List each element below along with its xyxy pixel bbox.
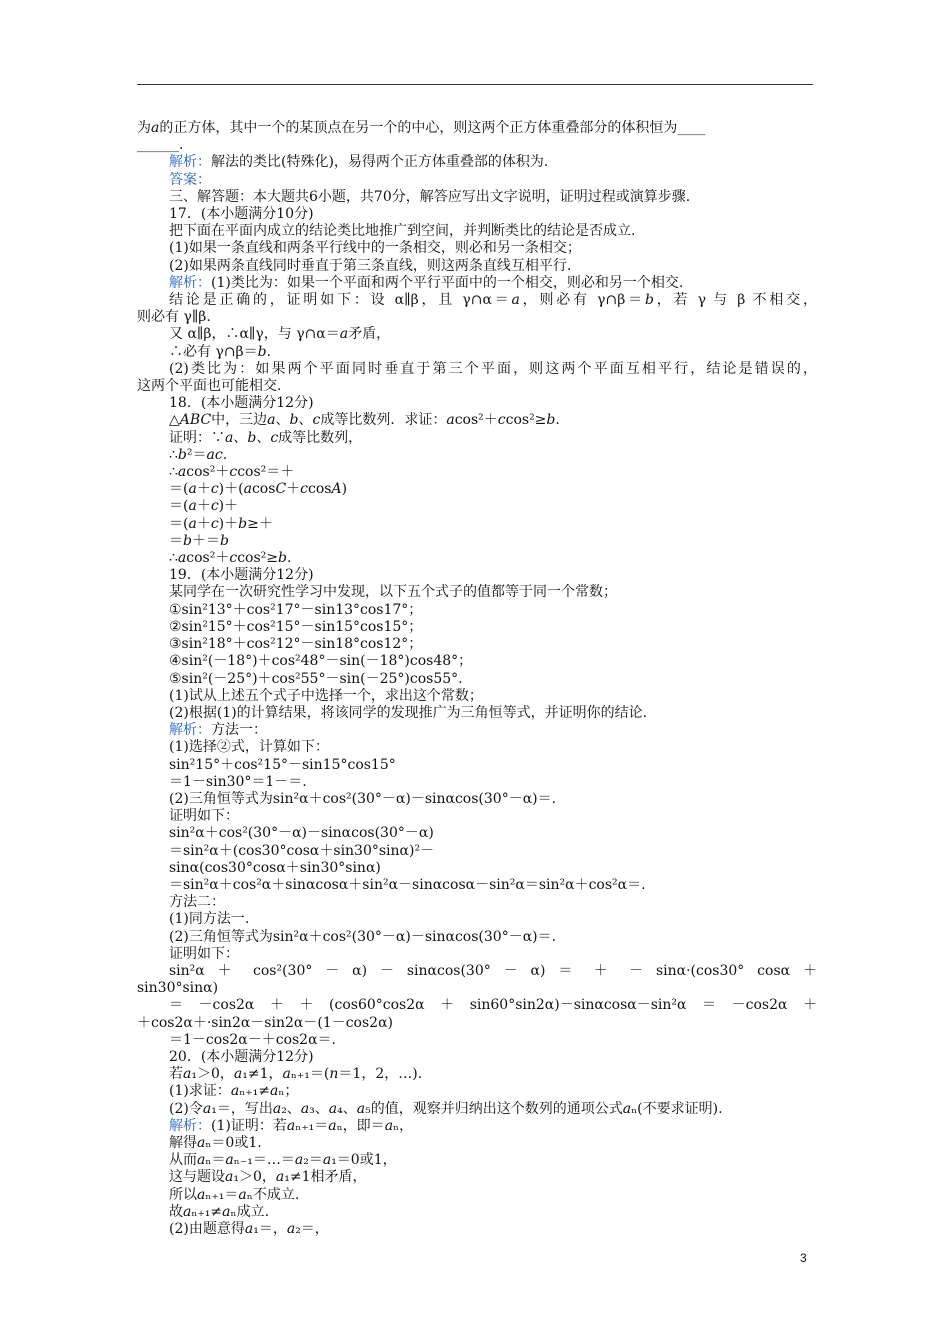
text-run: 的正方体，其中一个的某顶点在另一个的中心，则这两个正方体重叠部分的体积恒为____: [159, 120, 706, 136]
text-run: cos²≥: [237, 550, 278, 567]
text-run: a: [188, 481, 197, 498]
text-run: ＋: [196, 481, 211, 498]
text-line: [137, 653, 817, 670]
text-run: a: [511, 292, 520, 309]
text-line: [137, 722, 817, 739]
text-run: sin30°sinα): [137, 980, 219, 997]
text-line: [137, 498, 817, 515]
text-run: ＝sin²α＋cos²α＋sinαcosα＋sin²α－sinαcosα－sin²α＝sin²α＋cos²α＝.: [169, 876, 646, 893]
text-run: (1)选择②式，计算如下：: [169, 739, 329, 756]
text-run: c: [270, 429, 279, 446]
text-run: b: [247, 429, 257, 446]
text-run: ∴: [169, 550, 178, 567]
text-run: a: [294, 1152, 304, 1169]
text-run: A: [331, 481, 342, 498]
page-number: 3: [800, 1251, 807, 1265]
text-run: a: [183, 1203, 192, 1220]
text-run: a: [356, 1100, 366, 1117]
text-run: c: [497, 412, 506, 429]
text-run: .: [222, 446, 228, 463]
text-line: [137, 412, 817, 429]
text-run: ₁＝，: [253, 1221, 287, 1237]
text-run: 、: [298, 412, 313, 429]
text-run: 若: [169, 1066, 183, 1083]
text-line: [137, 223, 817, 240]
text-run: 17．(本小题满分10分): [169, 206, 314, 223]
text-run: a: [282, 1066, 291, 1083]
text-run: a: [183, 1066, 192, 1083]
text-run: cos²≥: [505, 412, 547, 429]
text-run: 、: [275, 412, 290, 429]
text-run: ∴: [169, 464, 178, 481]
text-run: 所以: [169, 1186, 197, 1203]
text-run: 解法的类比(特殊化)，易得两个正方体重叠部的体积为.: [211, 154, 549, 171]
text-run: a: [270, 1083, 279, 1100]
text-line: [137, 860, 817, 877]
text-run: ∴: [169, 446, 178, 463]
text-run: ＝1－sin30°＝1－＝.: [169, 773, 307, 790]
text-run: ＋: [286, 481, 301, 498]
section-label: 解析：: [169, 154, 211, 171]
text-run: ₙ＝: [205, 1152, 226, 1169]
text-run: ₙ；: [278, 1083, 299, 1100]
text-run: 、: [233, 429, 248, 446]
text-line: [137, 550, 817, 567]
text-run: (1)如果一条直线和两条平行线中的一条相交，则必和另一条相交；: [169, 240, 581, 257]
text-run: c: [229, 464, 238, 481]
text-run: a: [328, 1117, 337, 1134]
text-run: ₁＞0，: [191, 1066, 234, 1083]
text-line: [137, 946, 817, 963]
text-run: 成等比数列．求证：: [320, 412, 447, 429]
text-run: ₙ₊₁≠: [191, 1203, 223, 1220]
text-run: ABC: [179, 412, 212, 429]
text-run: b: [257, 343, 267, 360]
text-run: a: [197, 1152, 206, 1169]
text-run: c: [300, 481, 308, 498]
text-line: [137, 120, 817, 137]
text-run: 20．(本小题满分12分): [169, 1048, 314, 1065]
text-run: 解得: [169, 1134, 197, 1151]
text-line: [137, 464, 817, 481]
text-line: [137, 705, 817, 722]
text-run: )＋(: [218, 481, 244, 498]
text-line: [137, 1083, 817, 1100]
text-line: [137, 791, 817, 808]
text-run: (2)三角恒等式为sin²α＋cos²(30°－α)－sinαcos(30°－α)＝.: [169, 928, 557, 945]
text-run: ④sin²(－18°)＋cos²48°－sin(－18°)cos48°；: [169, 653, 473, 670]
text-run: a: [328, 1100, 338, 1117]
text-line: [137, 533, 817, 550]
text-run: ₙ＝0或1.: [205, 1134, 262, 1151]
text-run: c: [210, 481, 219, 498]
text-run: a: [446, 412, 455, 429]
text-run: cos²＋: [186, 550, 230, 567]
document-body: [137, 120, 817, 1238]
text-run: a: [151, 120, 160, 136]
text-run: ₙ，: [393, 1117, 414, 1134]
text-line: [137, 1049, 817, 1066]
text-run: ₂＝: [303, 1152, 323, 1169]
text-run: 成等比数列，: [278, 429, 363, 446]
text-line: [137, 137, 817, 154]
section-label: 解析：: [169, 1117, 211, 1134]
text-line: [137, 240, 817, 257]
text-run: (2)令: [169, 1100, 203, 1117]
text-line: [137, 774, 817, 791]
text-run: a: [275, 1169, 285, 1186]
text-run: c: [210, 498, 219, 515]
text-run: 又 α∥β，∴α∥γ，与 γ∩α＝: [169, 326, 340, 343]
text-run: ＝: [169, 532, 183, 549]
text-line: [137, 378, 817, 395]
text-run: 为: [137, 120, 151, 136]
text-line: [137, 395, 817, 412]
text-run: (2)三角恒等式为sin²α＋cos²(30°－α)－sinαcos(30°－α)＝.: [169, 790, 557, 807]
text-run: ＝sin²α＋(cos30°cosα＋sin30°sinα)²－: [169, 842, 435, 859]
text-run: 故: [169, 1203, 183, 1220]
text-run: a: [188, 498, 197, 515]
text-run: .: [555, 412, 560, 429]
text-run: ₁≠1相矛盾，: [284, 1169, 367, 1186]
text-line: [137, 481, 817, 498]
text-run: cos²＝＋: [237, 464, 295, 481]
text-line: [137, 292, 817, 309]
text-run: b: [289, 412, 299, 429]
text-run: ＝(: [169, 481, 189, 498]
text-run: a: [188, 515, 197, 532]
text-run: 证明如下：: [169, 945, 239, 962]
text-run: a: [267, 412, 276, 429]
text-run: 矛盾，: [348, 326, 391, 343]
text-line: [137, 361, 817, 378]
text-run: ac: [206, 446, 223, 463]
text-run: ₁＝，写出: [211, 1100, 273, 1117]
text-run: a: [272, 1100, 282, 1117]
text-run: 从而: [169, 1152, 197, 1169]
text-line: [137, 1015, 817, 1032]
text-run: cos²＋: [186, 464, 230, 481]
text-line: [137, 344, 817, 361]
text-line: [137, 671, 817, 688]
text-line: [137, 1169, 817, 1186]
text-run: ₙ(不要求证明).: [631, 1100, 723, 1117]
text-line: [137, 309, 817, 326]
text-run: b: [278, 550, 287, 567]
text-run: b: [546, 412, 556, 429]
text-run: 证明如下：: [169, 808, 239, 825]
text-line: [137, 154, 817, 171]
text-run: ₙ不成立.: [246, 1186, 300, 1203]
text-run: △: [169, 412, 180, 429]
text-line: [137, 326, 817, 343]
text-run: ₙ₋₁＝…＝: [233, 1152, 295, 1169]
text-run: ²＝: [186, 446, 207, 463]
text-run: (1)类比为：如果一个平面和两个平行平面中的一个相交，则必和另一个相交.: [211, 274, 684, 291]
text-line: [137, 1152, 817, 1169]
section-label: 答案：: [169, 171, 211, 188]
text-run: a: [286, 1117, 296, 1134]
text-run: b: [238, 515, 248, 532]
text-run: ₃、: [309, 1100, 329, 1117]
text-run: b: [644, 292, 654, 309]
text-run: 方法一：: [211, 722, 267, 739]
text-run: a: [177, 550, 187, 567]
text-line: [137, 1204, 817, 1221]
text-line: [137, 602, 817, 619]
text-run: (1)求证：: [169, 1083, 231, 1100]
text-run: sin²α＋cos²(30°－α)－sinαcos(30°－α): [169, 825, 434, 842]
text-run: )＋: [218, 515, 239, 532]
text-run: sinα(cos30°cosα＋sin30°sinα): [169, 859, 381, 876]
section-label: 解析：: [169, 722, 211, 739]
text-run: a: [622, 1100, 632, 1117]
text-run: cos²＋: [454, 412, 498, 429]
text-run: ，则必有 γ∩β＝: [519, 292, 645, 309]
text-run: sin²15°＋cos²15°－sin15°cos15°: [169, 756, 396, 773]
text-run: b: [177, 446, 187, 463]
text-line: [137, 894, 817, 911]
text-run: ＋＝: [191, 532, 220, 549]
text-run: 证明：∵: [169, 429, 225, 446]
text-line: [137, 1101, 817, 1118]
text-run: ＋: [196, 515, 211, 532]
text-line: [137, 1066, 817, 1083]
text-run: (1)证明：若: [211, 1117, 287, 1134]
text-run: ______.: [137, 137, 184, 154]
text-run: a: [286, 1221, 296, 1237]
text-run: ＝(: [169, 498, 189, 515]
text-run: 方法二：: [169, 894, 225, 911]
text-run: a: [197, 1186, 206, 1203]
text-run: a: [238, 1186, 247, 1203]
text-line: [137, 963, 817, 980]
text-run: a: [177, 464, 187, 481]
text-run: ＝－cos2α＋＋(cos60°cos2α＋sin60°sin2α)－sinαcosα－sin²α＝－cos2α＋: [169, 997, 817, 1014]
text-run: a: [222, 1203, 231, 1220]
text-line: [137, 825, 817, 842]
text-run: ＝1，2，…).: [338, 1066, 423, 1083]
text-line: [137, 258, 817, 275]
text-run: 这与题设: [169, 1169, 225, 1186]
text-run: a: [322, 1152, 332, 1169]
text-run: a: [339, 326, 349, 343]
text-line: [137, 808, 817, 825]
text-run: 18．(本小题满分12分): [169, 395, 314, 412]
text-run: 把下面在平面内成立的结论类比地推广到空间，并判断类比的结论是否成立.: [169, 223, 636, 240]
text-line: [137, 516, 817, 533]
text-run: 这两个平面也可能相交.: [137, 378, 282, 395]
text-line: [137, 206, 817, 223]
text-run: ①sin²13°＋cos²17°－sin13°cos17°；: [169, 601, 423, 618]
text-run: 19．(本小题满分12分): [169, 567, 314, 584]
text-run: ③sin²18°＋cos²12°－sin18°cos12°；: [169, 636, 423, 653]
text-line: [137, 1032, 817, 1049]
text-run: a: [225, 1169, 234, 1186]
text-run: a: [225, 429, 234, 446]
text-run: ₙ成立.: [230, 1203, 270, 1220]
text-line: [137, 189, 817, 206]
text-run: a: [233, 1066, 243, 1083]
text-run: ₁＞0，: [233, 1169, 276, 1186]
text-line: [137, 911, 817, 928]
text-run: n: [329, 1066, 339, 1083]
text-run: (2)由题意得: [169, 1221, 245, 1237]
text-run: (2)根据(1)的计算结果，将该同学的发现推广为三角恒等式，并证明你的结论.: [169, 704, 648, 721]
text-run: ＝1－cos2α－＋cos2α＝.: [169, 1031, 336, 1048]
text-run: 中，三边: [211, 412, 268, 429]
text-run: ＋: [196, 498, 211, 515]
text-run: ₙ₊₁＝: [295, 1117, 329, 1134]
text-run: ≥＋: [247, 515, 273, 532]
text-line: [137, 636, 817, 653]
text-line: [137, 739, 817, 756]
text-line: [137, 430, 817, 447]
text-line: [137, 1221, 817, 1238]
text-run: ₁＝0或1，: [331, 1152, 397, 1169]
text-run: ₙ₊₁＝(: [290, 1066, 330, 1083]
text-run: ₙ₊₁≠: [239, 1083, 270, 1100]
text-line: [137, 843, 817, 860]
text-line: [137, 567, 817, 584]
text-run: ②sin²15°＋cos²15°－sin15°cos15°；: [169, 618, 423, 635]
section-label: 解析：: [169, 274, 211, 291]
text-run: .: [286, 550, 292, 567]
text-run: a: [202, 1100, 212, 1117]
text-run: ₂＝，: [295, 1221, 329, 1237]
text-run: ₅的值，观察并归纳出这个数列的通项公式: [365, 1100, 623, 1117]
text-run: (1)试从上述五个式子中选择一个，求出这个常数；: [169, 687, 483, 704]
text-line: [137, 997, 817, 1014]
text-run: a: [230, 1083, 240, 1100]
text-run: 某同学在一次研究性学习中发现，以下五个式子的值都等于同一个常数；: [169, 584, 617, 601]
text-line: [137, 619, 817, 636]
text-line: [137, 584, 817, 601]
text-run: cos: [251, 481, 276, 498]
text-run: a: [300, 1100, 310, 1117]
text-run: b: [183, 532, 192, 549]
text-run: 三、解答题：本大题共6小题，共70分，解答应写出文字说明，证明过程或演算步骤.: [169, 188, 691, 205]
text-run: a: [244, 1221, 254, 1237]
text-run: c: [229, 550, 238, 567]
text-run: a: [197, 1134, 206, 1151]
text-run: .: [266, 343, 272, 360]
text-line: [137, 877, 817, 894]
text-run: )＋: [218, 498, 239, 515]
text-line: [137, 172, 817, 189]
text-line: [137, 688, 817, 705]
text-run: 则必有 γ∥β.: [137, 309, 211, 326]
text-run: 、: [256, 429, 271, 446]
text-run: a: [243, 481, 252, 498]
text-line: [137, 980, 817, 997]
text-run: c: [312, 412, 321, 429]
text-run: ₙ，即＝: [336, 1117, 385, 1134]
text-line: [137, 275, 817, 292]
text-run: cos: [308, 481, 332, 498]
text-run: (2)类比为：如果两个平面同时垂直于第三个平面，则这两个平面互相平行，结论是错误的，: [169, 360, 817, 377]
text-run: ⑤sin²(－25°)＋cos²55°－sin(－25°)cos55°.: [169, 670, 463, 687]
text-run: b: [219, 532, 229, 549]
text-run: ₂、: [281, 1100, 301, 1117]
text-run: ₄、: [337, 1100, 357, 1117]
text-run: ＝(: [169, 515, 189, 532]
text-run: a: [384, 1117, 394, 1134]
text-run: ＋cos2α＋·sin2α－sin2α－(1－cos2α): [137, 1014, 393, 1031]
text-run: c: [210, 515, 219, 532]
text-line: [137, 757, 817, 774]
header-rule: [137, 84, 813, 85]
text-run: 结论是正确的，证明如下：设 α∥β，且 γ∩α＝: [169, 292, 512, 309]
text-run: ，若 γ 与 β 不相交，: [653, 292, 817, 309]
text-run: sin²α ＋ cos²(30° － α) － sinαcos(30° － α) ＝ ＋ － sinα·(cos30° cosα ＋: [169, 962, 817, 979]
text-run: ₙ₊₁＝: [205, 1186, 239, 1203]
text-run: a: [225, 1152, 234, 1169]
text-run: (1)同方法一.: [169, 911, 250, 928]
text-run: ₁≠1，: [242, 1066, 283, 1083]
text-line: [137, 1118, 817, 1135]
text-line: [137, 1135, 817, 1152]
text-line: [137, 447, 817, 464]
text-line: [137, 929, 817, 946]
text-run: C: [275, 481, 287, 498]
text-line: [137, 1187, 817, 1204]
text-run: ∴必有 γ∩β＝: [169, 343, 258, 360]
text-run: ): [341, 481, 348, 498]
text-run: (2)如果两条直线同时垂直于第三条直线，则这两条直线互相平行.: [169, 257, 572, 274]
